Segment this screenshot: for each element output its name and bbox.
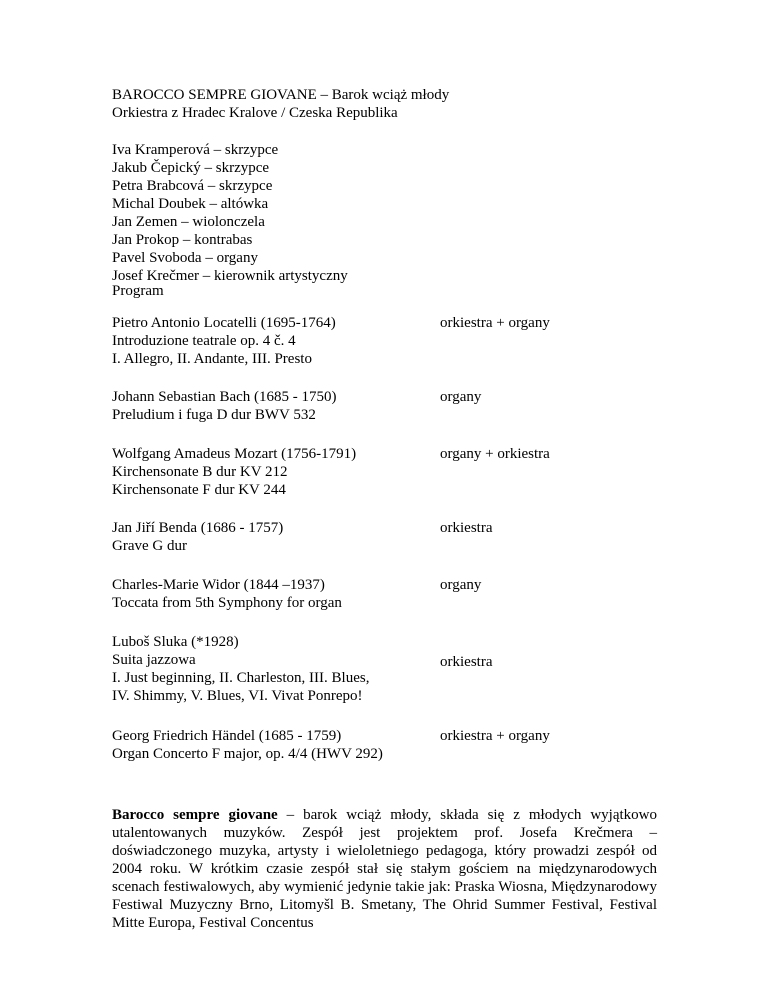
work-title: Kirchensonate B dur KV 212 <box>112 464 288 480</box>
program-ensemble: orkiestra + organy <box>440 315 550 331</box>
bio-lead: Barocco sempre giovane <box>112 807 278 823</box>
program-item-details <box>112 633 412 705</box>
composer: Pietro Antonio Locatelli (1695-1764) <box>112 315 336 331</box>
program-ensemble: organy <box>440 577 482 593</box>
member-item: Pavel Svoboda – organy <box>112 250 258 266</box>
work-title: Kirchensonate F dur KV 244 <box>112 482 286 498</box>
member-item: Petra Brabcová – skrzypce <box>112 178 273 194</box>
composer: Jan Jiří Benda (1686 - 1757) <box>112 520 284 536</box>
document-header <box>112 86 672 122</box>
composer: Luboš Sluka (*1928) <box>112 634 239 650</box>
work-title: Preludium i fuga D dur BWV 532 <box>112 407 316 423</box>
work-title: Introduzione teatrale op. 4 č. 4 <box>112 333 296 349</box>
program-ensemble: orkiestra <box>440 520 493 536</box>
program-item-details <box>112 445 412 499</box>
composer: Georg Friedrich Händel (1685 - 1759) <box>112 728 342 744</box>
composer: Charles-Marie Widor (1844 –1937) <box>112 577 325 593</box>
program-ensemble: orkiestra + organy <box>440 728 550 744</box>
program-heading-text: Program <box>112 283 164 299</box>
program-heading <box>112 282 672 300</box>
member-item: Jan Zemen – wiolonczela <box>112 214 265 230</box>
program-ensemble: orkiestra <box>440 654 493 670</box>
document-title: BAROCCO SEMPRE GIOVANE – Barok wciąż młody <box>112 87 450 103</box>
member-item: Jan Prokop – kontrabas <box>112 232 253 248</box>
program-ensemble: organy + orkiestra <box>440 446 550 462</box>
program-item-details <box>112 727 412 763</box>
ensemble-bio <box>112 806 657 932</box>
program-item-details <box>112 519 412 555</box>
composer: Wolfgang Amadeus Mozart (1756-1791) <box>112 446 357 462</box>
program-item-details <box>112 388 412 424</box>
document-subtitle: Orkiestra z Hradec Kralove / Czeska Republika <box>112 105 398 121</box>
work-title: Toccata from 5th Symphony for organ <box>112 595 342 611</box>
work-movements: I. Allegro, II. Andante, III. Presto <box>112 351 312 367</box>
work-title: Suita jazzowa <box>112 652 196 668</box>
members-list <box>112 141 672 285</box>
program-item-details <box>112 576 412 612</box>
work-title: Organ Concerto F major, op. 4/4 (HWV 292) <box>112 746 383 762</box>
program-item-details <box>112 314 412 368</box>
bio-text: – barok wciąż młody, składa się z młodych wyjątkowo utalentowanych muzyków. Zespół jest projektem prof. Josefa Krečmera – doświadczonego muzyka, artysty i wieloletniego pedagoga, który prowadzi zespół od 2004 roku. W krótkim czasie zespół stał się stałym gościem na międzynarodowych scenach festiwalowych, aby wymienić jedynie takie jak: Praska Wiosna, Międzynarodowy Festiwal Muzyczny Brno, Litomyšl B. Smetany, The Ohrid Summer Festival, Festival Mitte Europa, Festival Concentus <box>112 807 657 931</box>
work-title: Grave G dur <box>112 538 187 554</box>
member-item: Iva Kramperová – skrzypce <box>112 142 279 158</box>
work-movements: IV. Shimmy, V. Blues, VI. Vivat Ponrepo! <box>112 688 363 704</box>
composer: Johann Sebastian Bach (1685 - 1750) <box>112 389 337 405</box>
member-item: Jakub Čepický – skrzypce <box>112 160 270 176</box>
program-ensemble: organy <box>440 389 482 405</box>
work-movements: I. Just beginning, II. Charleston, III. Blues, <box>112 670 370 686</box>
member-item: Michal Doubek – altówka <box>112 196 269 212</box>
member-item: Josef Krečmer – kierownik artystyczny <box>112 268 348 284</box>
